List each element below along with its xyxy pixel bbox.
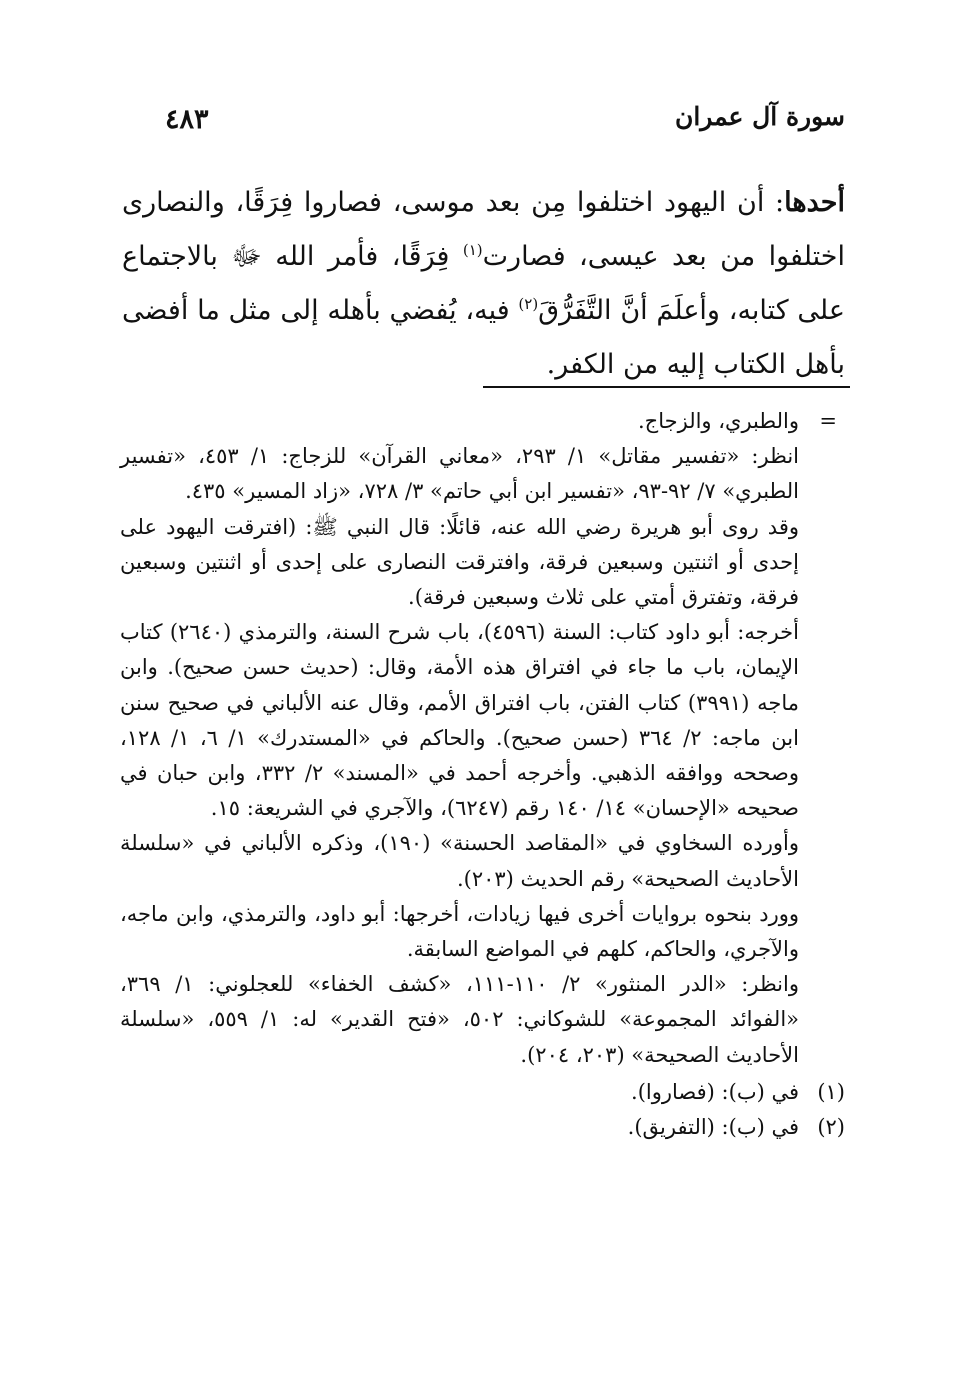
note-paragraph-hadith: وقد روى أبو هريرة رضي الله عنه، قائلًا: قال النبي ﷺ: (افترقت اليهود على إحدى أو اثنتين وسبعين فرقة، وافترقت النصارى على إحدى أو اثنتين وسبعين فرقة، وتفترق أمتي على ثلاث وسبعين فرقة). [120, 514, 799, 610]
footnote-text: في (ب): (فصاروا). [631, 1079, 799, 1104]
footnote-1 [120, 1075, 845, 1110]
footnote-text: في (ب): (التفريق). [627, 1115, 799, 1140]
surah-title: سورة آل عمران [674, 102, 845, 131]
footnotes-section [120, 404, 845, 1145]
page-header [120, 100, 845, 146]
note-paragraph-continuation: = والطبري، والزجاج. [120, 404, 845, 439]
footnote-number: (١) [817, 1079, 845, 1104]
footnote-separator [483, 386, 850, 388]
note-paragraph-narrations: وورد بنحوه بروايات أخرى فيها زيادات، أخرجها: أبو داود، والترمذي، وابن ماجه، والآجري، والحاكم، كلهم في المواضع السابقة. [120, 901, 799, 962]
page-number: ٤٨٣ [165, 104, 209, 135]
lead-word: أحدها [784, 187, 845, 218]
main-paragraph [122, 176, 845, 392]
note-paragraph-takhrij: أخرجه: أبو داود كتاب: السنة (٤٥٩٦)، باب شرح السنة، والترمذي (٢٦٤٠) كتاب الإيمان، باب ما جاء في افتراق هذه الأمة، وقال: (حديث حسن صحيح). وابن ماجه (٣٩٩١) كتاب الفتن، باب افتراق الأمم، وقال عنه الألباني في صحيح سنن ابن ماجه: ٢/ ٣٦٤ (حسن صحيح). والحاكم في «المستدرك» ١/ ٦، ١/ ١٢٨، وصححه ووافقه الذهبي. وأخرجه أحمد في «المسند» ٢/ ٣٣٢، وابن حبان في صحيحه «الإحسان» ١٤/ ١٤٠ رقم (٦٢٤٧)، والآجري في الشريعة: ١٥. [120, 620, 799, 821]
footnote-ref-2[interactable]: (٢) [518, 295, 539, 313]
note-paragraph-references: انظر: «تفسير مقاتل» ١/ ٢٩٣، «معاني القرآن» للزجاج: ١/ ٤٥٣، «تفسير الطبري» ٧/ ٩٢-٩٣، «تفسير ابن أبي حاتم» ٣/ ٧٢٨، «زاد المسير» ٤٣٥. [120, 444, 800, 504]
footnote-list [120, 1075, 845, 1145]
footnote-2 [120, 1110, 845, 1145]
main-text-part-2: فِرَقًا، فأمر الله ﷻ بالاجتماع على كتابه، وأعلَمَ أنَّ التَّفَرُّقَ [122, 241, 845, 326]
note-paragraph-see-also: وانظر: «الدر المنثور» ٢/ ١١٠-١١١، «كشف الخفاء» للعجلوني: ١/ ٣٦٩، «الفوائد المجموعة» للشوكاني: ٥٠٢، «فتح القدير» له: ١/ ٥٥٩، «سلسلة الأحاديث الصحيحة» (٢٠٣، ٢٠٤). [120, 972, 799, 1067]
footnote-ref-1[interactable]: (١) [462, 241, 483, 259]
footnote-number: (٢) [817, 1115, 845, 1140]
main-text-part-3: فيه، يُفضي بأهله إلى مثل ما أفضى بأهل الكتاب إليه من الكفر. [122, 295, 845, 380]
main-text-part-1: : أن اليهود اختلفوا مِن بعد موسى، فصاروا فِرَقًا، والنصارى اختلفوا من بعد عيسى، فصارت [122, 187, 845, 272]
note-paragraph-sakhawi: وأورده السخاوي في «المقاصد الحسنة» (١٩٠)، وذكره الألباني في «سلسلة الأحاديث الصحيحة» رقم الحديث (٢٠٣). [120, 831, 799, 891]
